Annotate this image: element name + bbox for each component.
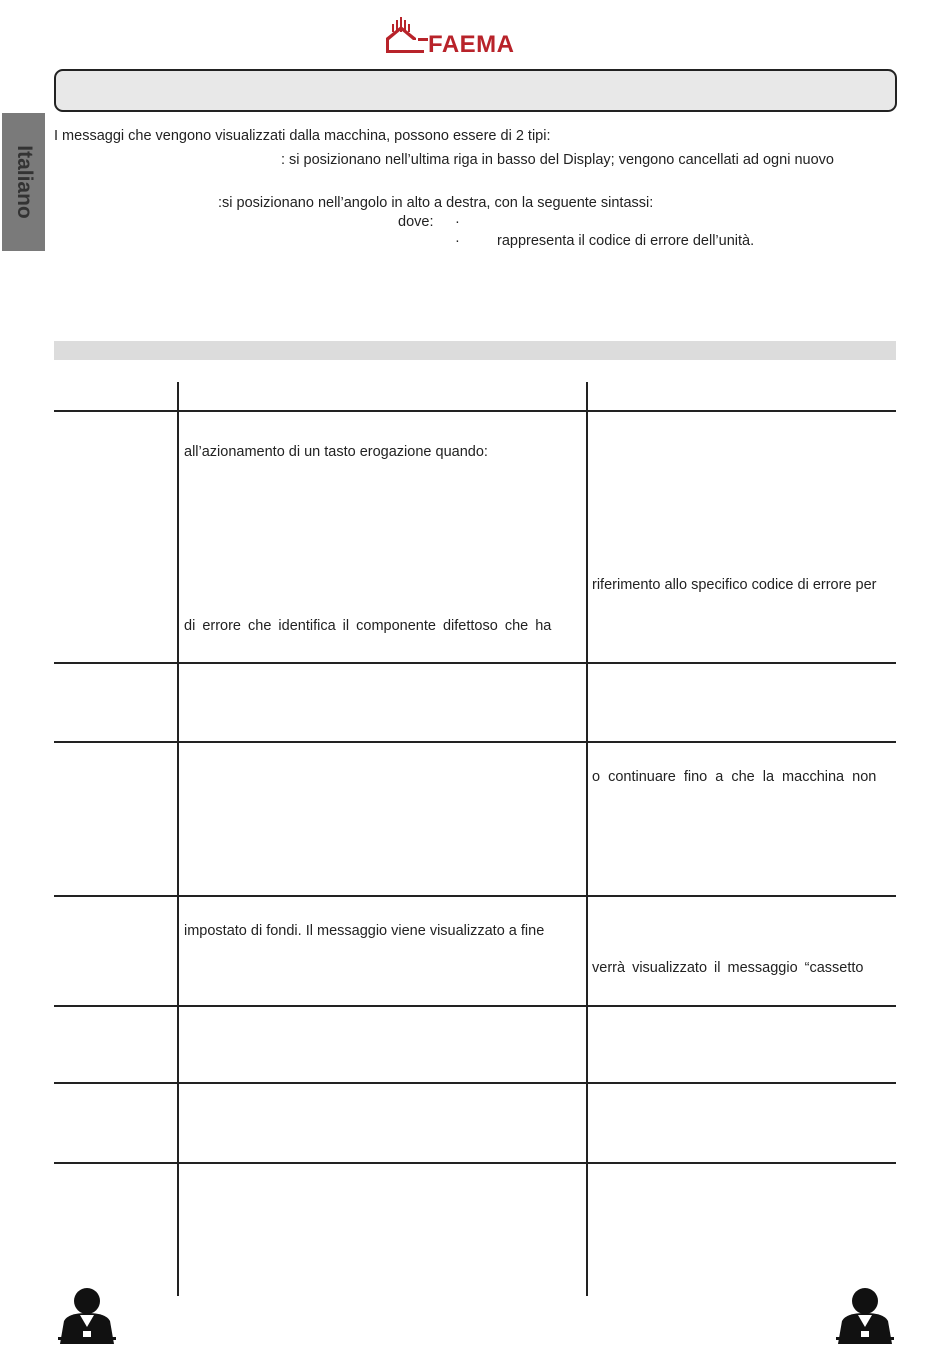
table-row-rule: [54, 741, 896, 743]
table-row-rule: [54, 662, 896, 664]
table-cell-text: riferimento allo specifico codice di errore per: [592, 577, 877, 593]
table-row-rule: [54, 1082, 896, 1084]
table-row-rule: [54, 1162, 896, 1164]
table-column-divider-1: [177, 382, 179, 1296]
section-title-box: [54, 69, 897, 112]
table-header-rule: [54, 410, 896, 412]
intro-line-5: rappresenta il codice di errore dell’unità.: [497, 233, 755, 249]
table-cell-text: o continuare fino a che la macchina non: [592, 769, 877, 785]
table-row-rule: [54, 1005, 896, 1007]
intro-line-3: :si posizionano nell’angolo in alto a destra, con la seguente sintassi:: [218, 195, 654, 211]
table-cell-text: verrà visualizzato il messaggio “cassetto: [592, 960, 864, 976]
barista-figure-icon: [834, 1287, 896, 1348]
table-cell-text: impostato di fondi. Il messaggio viene visualizzato a fine: [184, 923, 545, 939]
logo-text: FAEMA: [428, 31, 515, 56]
faema-logo: [384, 14, 566, 60]
intro-line-2: : si posizionano nell’ultima riga in basso del Display; vengono cancellati ad ogni nuovo: [281, 152, 834, 168]
table-cell-text: all’azionamento di un tasto erogazione quando:: [184, 444, 488, 460]
table-section-bar: [54, 341, 896, 360]
intro-bullet-2: ·: [455, 233, 460, 249]
table-column-divider-2: [586, 382, 588, 1296]
table-row-rule: [54, 895, 896, 897]
language-tab-label: Italiano: [12, 145, 36, 219]
table-cell-text: di errore che identifica il componente difettoso che ha: [184, 618, 552, 634]
language-side-tab: [2, 113, 45, 251]
intro-line-1: I messaggi che vengono visualizzati dalla macchina, possono essere di 2 tipi:: [54, 128, 551, 144]
intro-dove-label: dove:: [398, 214, 434, 230]
intro-bullet-1: ·: [455, 214, 460, 230]
barista-figure-icon: [56, 1287, 118, 1348]
